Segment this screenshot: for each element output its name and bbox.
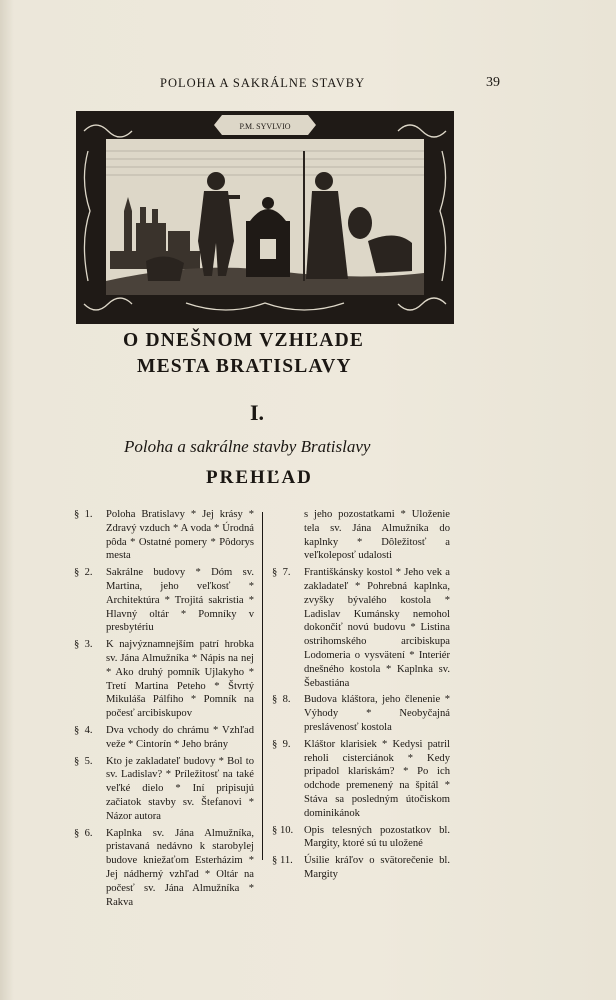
contents-entry: § 7. Františkánsky kostol * Jeho vek a zakladateľ * Pohrebná kaplnka, zvyšky bývalého kostola * Ladislav Kumánsky nemohol dokončiť novú budovu * Listina ostrihomského arcibiskupa Lodomeria o vysvätení * Interiér dnešného kostola * Kaplnka sv. Šebastiána [272, 567, 450, 689]
contents-entry: § 11. Úsilie kráľov o svätorečenie bl. Margity [272, 855, 450, 880]
main-title-line1: O DNEŠNOM VZHĽADE [123, 330, 365, 351]
overview-heading: PREHĽAD [206, 467, 313, 488]
contents-entry: § 8. Budova kláštora, jeho členenie * Výhody * Neobyčajná preslávenosť kostola [272, 694, 450, 733]
contents-continuation: s jeho pozostatkami * Uloženie tela sv. Jána Almužníka do kaplnky * Dôležitosť a veľkoleposť udalosti [304, 509, 450, 562]
contents-entry: § 1. Poloha Bratislavy * Jej krásy * Zdravý vzduch * A voda * Úrodná pôda * Ostatné pomery * Pôdorys mesta [74, 509, 254, 562]
contents-right-column [272, 508, 450, 885]
contents-entry: § 3. K najvýznamnejším patrí hrobka sv. Jána Almužníka * Nápis na nej * Ako druhý pomník Ujlakyho * Tretí Martina Peteho * Štvrtý Mikuláša Pálfiho * Pomník na počesť arcibiskupov [74, 639, 254, 720]
contents-entry: § 4. Dva vchody do chrámu * Vzhľad veže * Cintorín * Jeho brány [74, 724, 254, 750]
contents-entry: § 9. Kláštor klarisiek * Kedysi patril reholi cisterciánok * Kedy pripadol klariskám? * Po ich odchode premenený na špitál * Stáva sa posledným útočiskom dominikánok [272, 738, 450, 819]
running-head: POLOHA A SAKRÁLNE STAVBY [160, 76, 366, 90]
chapter-subtitle: Poloha a sakrálne stavby Bratislavy [124, 437, 371, 456]
page-number: 39 [486, 75, 500, 90]
page-header [0, 76, 616, 96]
contents-entry: § 2. Sakrálne budovy * Dóm sv. Martina, jeho veľkosť * Architektúra * Trojitá sakristia * Hlavný oltár * Pomníky v presbytériu [74, 567, 254, 634]
contents-entry: § 5. Kto je zakladateľ budovy * Bol to sv. Ladislav? * Príležitosť na také veľké dielo * Iní pripisujú začiatok stavby sv. Štefanovi * Názor autora [74, 755, 254, 822]
chapter-number: I. [250, 400, 265, 425]
main-title-line2: MESTA BRATISLAVY [137, 356, 352, 377]
column-divider [262, 512, 263, 860]
engraving-illustration [76, 111, 454, 324]
contents-entry: § 10. Opis telesných pozostatkov bl. Margity, ktoré sú tu uložené [272, 824, 450, 850]
contents-left-column [74, 508, 254, 912]
contents-entry: § 6. Kaplnka sv. Jána Almužníka, pristavaná nedávno k starobylej budove kniežaťom Esterházim * Jej nádherný vzhľad * Oltár na počesť sv. Jána Almužníka * Rakva [74, 827, 254, 908]
cartouche-text: P.M. SYVLVIO [239, 122, 291, 131]
